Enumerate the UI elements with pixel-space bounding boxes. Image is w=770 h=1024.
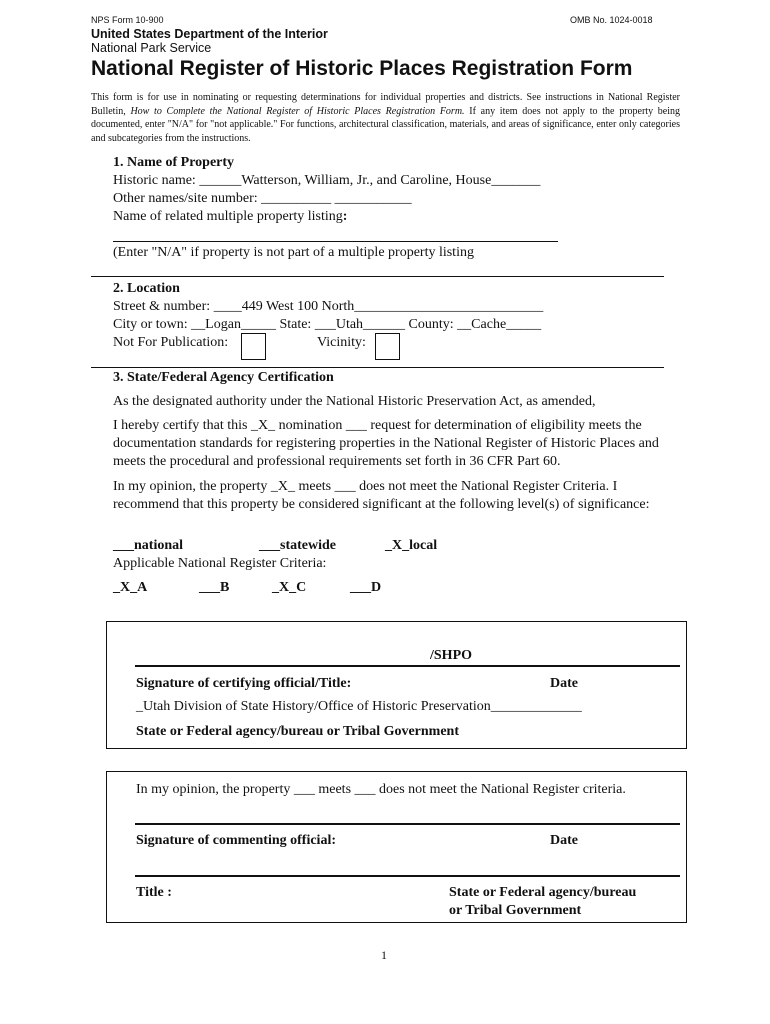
omb-number: OMB No. 1024-0018 xyxy=(570,15,653,25)
street-value: ____449 West 100 North___________________________ xyxy=(213,299,544,314)
commenting-agency-line-1: State or Federal agency/bureau xyxy=(449,885,637,900)
commenting-signature-label: Signature of commenting official: xyxy=(136,833,336,848)
street-label: Street & number: xyxy=(113,299,214,314)
certify-text: I hereby certify that this _X_ nomination ___ request for determination of eligibility meets the documentation standards for registering properties in the National Register of Historic Places and meets the procedural and professional requirements set forth in 36 CFR Part 60. xyxy=(113,418,659,469)
certifying-agency-value: _Utah Division of State History/Office of Historic Preservation_____________ xyxy=(136,699,582,714)
service-name: National Park Service xyxy=(91,41,212,55)
commenting-title-line[interactable] xyxy=(135,875,680,877)
shpo-label: /SHPO xyxy=(430,648,473,663)
form-title: National Register of Historic Places Registration Form xyxy=(91,57,633,80)
criteria-c: _X_C xyxy=(272,580,307,595)
section-2-heading: 2. Location xyxy=(113,281,180,296)
criteria-label: Applicable National Register Criteria: xyxy=(113,556,327,571)
state-label: State: xyxy=(275,317,315,332)
commenting-opinion: In my opinion, the property ___ meets ___ does not meet the National Register criteria. xyxy=(136,782,626,797)
criteria-b: ___B xyxy=(199,580,230,595)
certifying-signature-line[interactable] xyxy=(135,665,680,667)
historic-name-row xyxy=(113,173,540,189)
commenting-date-label: Date xyxy=(550,833,578,848)
section-3-heading: 3. State/Federal Agency Certification xyxy=(113,370,334,385)
city-label: City or town: xyxy=(113,317,192,332)
na-note: (Enter "N/A" if property is not part of a multiple property listing xyxy=(113,245,474,260)
historic-name-label: Historic name: xyxy=(113,173,200,188)
criteria-a: _X_A xyxy=(113,580,148,595)
related-listing-line xyxy=(113,241,558,242)
related-listing-label: Name of related multiple property listing xyxy=(113,209,343,224)
certifying-agency-label: State or Federal agency/bureau or Tribal Government xyxy=(136,724,460,739)
intro-instructions xyxy=(91,91,680,145)
section-divider-2 xyxy=(91,367,664,368)
other-names-value: __________ ___________ xyxy=(261,191,412,206)
commenting-title-label: Title : xyxy=(136,885,172,900)
level-national: ___national xyxy=(113,538,184,553)
other-names-row xyxy=(113,191,412,207)
commenting-agency-line-2: or Tribal Government xyxy=(449,903,582,918)
commenting-signature-line[interactable] xyxy=(135,823,680,825)
not-for-publication-checkbox[interactable] xyxy=(241,333,266,360)
criteria-d: ___D xyxy=(350,580,382,595)
city-state-county-row xyxy=(113,317,541,333)
historic-name-value: ______Watterson, William, Jr., and Caroline, House_______ xyxy=(199,173,541,188)
opinion-text: In my opinion, the property _X_ meets ___ does not meet the National Register Criteria. I recommend that this property be considered significant at the following level(s) of significance: xyxy=(113,479,650,512)
related-listing-colon: : xyxy=(342,209,348,224)
intro-bulletin-title: How to Complete the National Register of Historic Places Registration Form. xyxy=(130,105,465,117)
street-row xyxy=(113,299,543,315)
intro-text-1: This form is for use in nominating or requesting determinations for individual properties and districts. See instructions in National Register Bulletin, xyxy=(91,92,680,117)
department-name: United States Department of the Interior xyxy=(91,27,328,41)
section-1-heading: 1. Name of Property xyxy=(113,155,235,170)
related-listing-row xyxy=(113,209,347,225)
authority-text: As the designated authority under the National Historic Preservation Act, as amended, xyxy=(113,394,596,409)
city-value: __Logan_____ xyxy=(191,317,276,332)
section-divider-1 xyxy=(91,276,664,277)
page-number: 1 xyxy=(381,948,387,962)
vicinity-checkbox[interactable] xyxy=(375,333,400,360)
form-number: NPS Form 10-900 xyxy=(91,15,164,25)
state-value: ___Utah______ xyxy=(314,317,406,332)
level-local: _X_local xyxy=(385,538,438,553)
other-names-label: Other names/site number: xyxy=(113,191,262,206)
county-label: County: xyxy=(405,317,458,332)
vicinity-label: Vicinity: xyxy=(317,335,366,350)
not-for-publication-label: Not For Publication: xyxy=(113,335,229,350)
certifying-signature-label: Signature of certifying official/Title: xyxy=(136,676,352,691)
county-value: __Cache_____ xyxy=(457,317,542,332)
intro-text-2: If any item does not apply to the property being documented, enter "N/A" for "not applicable." For functions, architectural classification, materials, and areas of significance, enter only categories and subcategories from the instructions. xyxy=(91,105,680,144)
level-statewide: ___statewide xyxy=(259,538,336,553)
certifying-date-label: Date xyxy=(550,676,578,691)
